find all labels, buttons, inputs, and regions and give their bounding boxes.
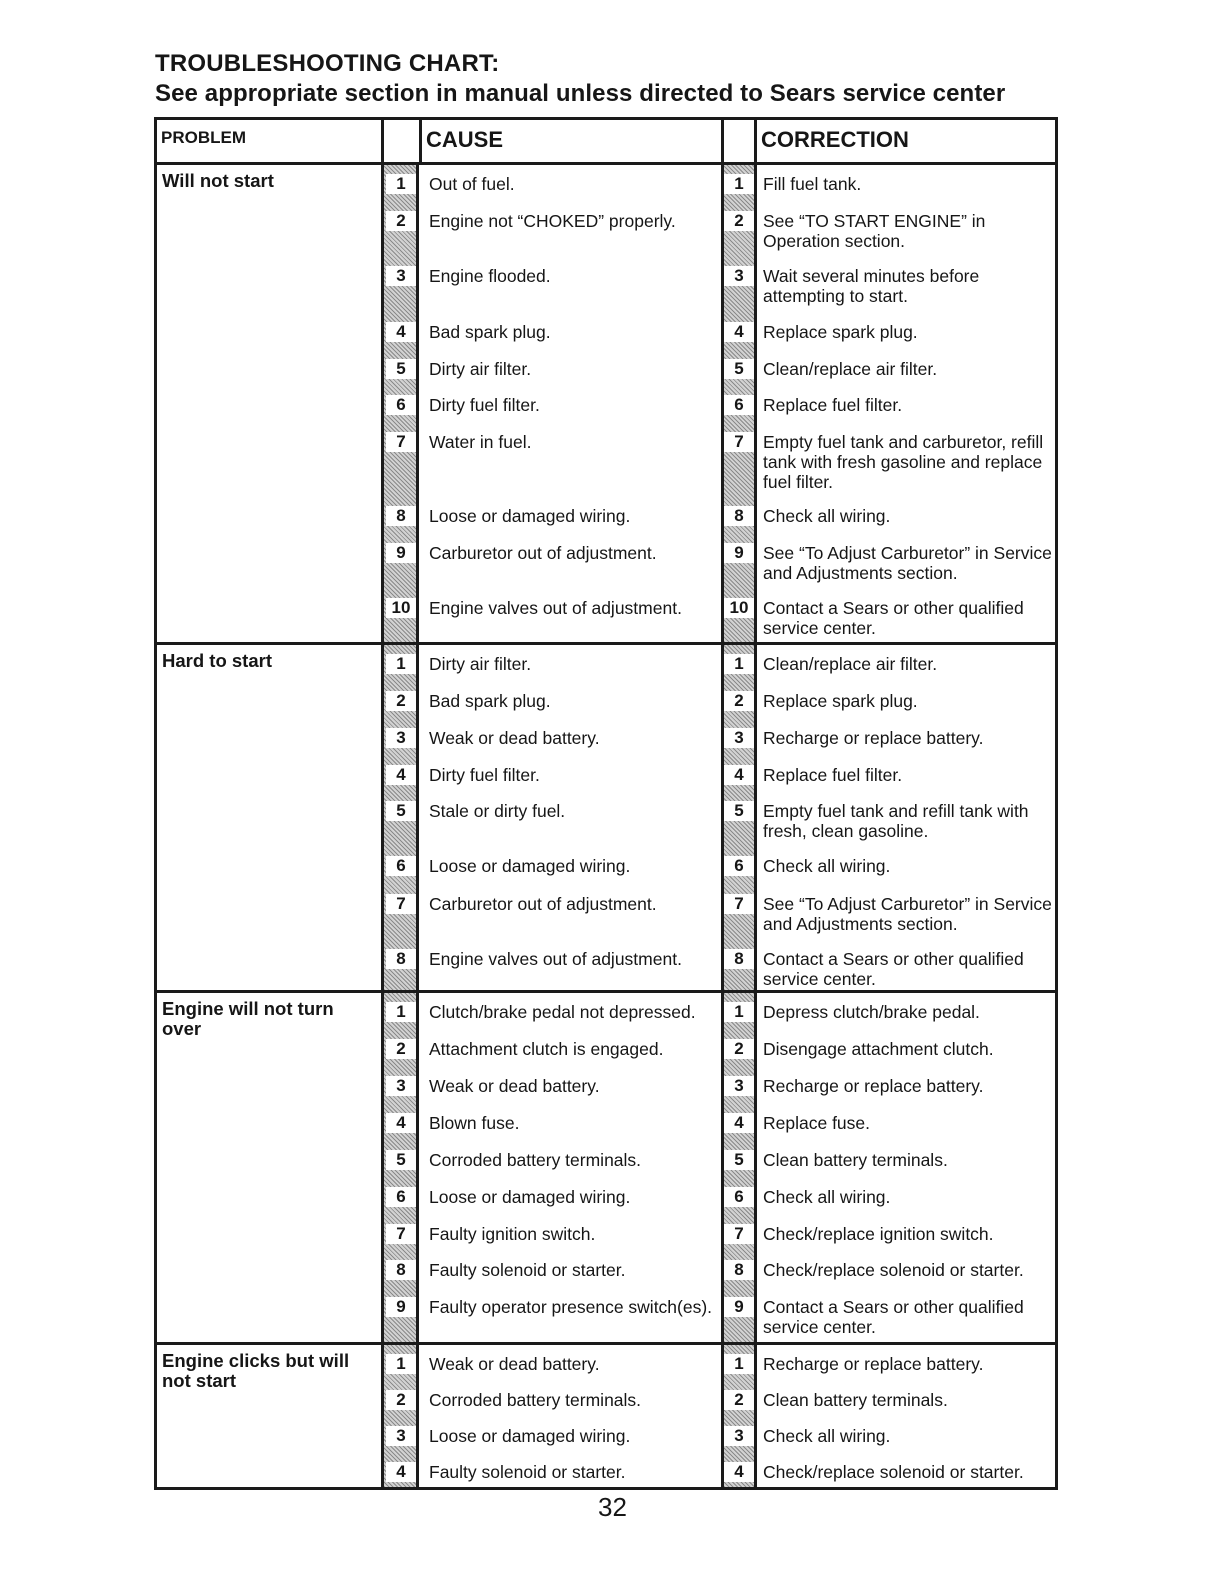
cause-number: 1: [386, 174, 416, 194]
correction-text: Recharge or replace battery.: [763, 728, 984, 748]
cause-text: Carburetor out of adjustment.: [429, 894, 657, 914]
cause-number: 3: [386, 1076, 416, 1096]
correction-number: 3: [724, 1076, 754, 1096]
header-number-gap: [381, 120, 422, 162]
cause-text: Water in fuel.: [429, 432, 532, 452]
problem-section: [157, 642, 1055, 990]
correction-text: Replace fuel filter.: [763, 395, 903, 415]
correction-number: 4: [724, 1113, 754, 1133]
correction-number: 1: [724, 654, 754, 674]
correction-text: Check all wiring.: [763, 1187, 891, 1207]
cause-number: 6: [386, 856, 416, 876]
correction-number: 2: [724, 1039, 754, 1059]
correction-number: 8: [724, 949, 754, 969]
correction-text: Check all wiring.: [763, 856, 891, 876]
correction-text: Recharge or replace battery.: [763, 1076, 984, 1096]
cause-text: Loose or damaged wiring.: [429, 506, 631, 526]
cause-number: 2: [386, 1039, 416, 1059]
correction-number: 3: [724, 1426, 754, 1446]
cause-text: Bad spark plug.: [429, 691, 551, 711]
correction-text: Recharge or replace battery.: [763, 1354, 984, 1374]
problem-cell: [157, 645, 384, 990]
correction-text: Clean/replace air filter.: [763, 654, 938, 674]
cause-text: Bad spark plug.: [429, 322, 551, 342]
cause-number: 4: [386, 1113, 416, 1133]
cause-text: Engine valves out of adjustment.: [429, 598, 682, 618]
cause-text: Weak or dead battery.: [429, 1354, 600, 1374]
problem-cell: [157, 1345, 384, 1487]
correction-number: 4: [724, 765, 754, 785]
troubleshooting-table: [154, 117, 1058, 1490]
correction-text: Wait several minutes before attempting to start.: [763, 266, 980, 306]
cause-number: 2: [386, 691, 416, 711]
correction-number: 6: [724, 395, 754, 415]
cause-text: Loose or damaged wiring.: [429, 1426, 631, 1446]
correction-number: 9: [724, 1297, 754, 1317]
correction-text: Clean battery terminals.: [763, 1390, 948, 1410]
cause-text: Dirty air filter.: [429, 359, 532, 379]
chart-title: TROUBLESHOOTING CHART:: [155, 50, 500, 77]
cause-text: Engine flooded.: [429, 266, 551, 286]
correction-text: Contact a Sears or other qualified service center.: [763, 949, 1024, 989]
cause-number: 3: [386, 728, 416, 748]
cause-number: 4: [386, 322, 416, 342]
cause-number: 5: [386, 801, 416, 821]
correction-number: 2: [724, 1390, 754, 1410]
cause-text: Corroded battery terminals.: [429, 1150, 642, 1170]
cause-number: 4: [386, 765, 416, 785]
correction-number: 9: [724, 543, 754, 563]
cause-number: 5: [386, 359, 416, 379]
correction-number: 4: [724, 1462, 754, 1482]
correction-text: Depress clutch/brake pedal.: [763, 1002, 980, 1022]
cause-text: Faulty solenoid or starter.: [429, 1462, 626, 1482]
cause-number: 9: [386, 1297, 416, 1317]
cause-text: Loose or damaged wiring.: [429, 1187, 631, 1207]
cause-text: Clutch/brake pedal not depressed.: [429, 1002, 696, 1022]
problem-section: [157, 990, 1055, 1342]
cause-number: 4: [386, 1462, 416, 1482]
cause-number: 7: [386, 894, 416, 914]
correction-number: 10: [724, 598, 754, 618]
correction-number: 8: [724, 1260, 754, 1280]
problem-label: Hard to start: [162, 650, 272, 671]
correction-text: Check all wiring.: [763, 506, 891, 526]
correction-text: Replace spark plug.: [763, 691, 918, 711]
correction-text: Check/replace solenoid or starter.: [763, 1462, 1024, 1482]
cause-number: 9: [386, 543, 416, 563]
correction-number: 1: [724, 174, 754, 194]
correction-number: 6: [724, 1187, 754, 1207]
page-number: 32: [598, 1492, 627, 1522]
correction-number: 1: [724, 1002, 754, 1022]
cause-text: Dirty fuel filter.: [429, 765, 540, 785]
cause-number: 8: [386, 949, 416, 969]
cause-number: 8: [386, 506, 416, 526]
cause-text: Faulty ignition switch.: [429, 1224, 596, 1244]
cause-number: 3: [386, 266, 416, 286]
correction-text: Contact a Sears or other qualified service center.: [763, 598, 1024, 638]
correction-text: Check/replace solenoid or starter.: [763, 1260, 1024, 1280]
correction-text: Empty fuel tank and carburetor, refill tank with fresh gasoline and replace fuel filter.: [763, 432, 1044, 492]
cause-text: Faulty solenoid or starter.: [429, 1260, 626, 1280]
problem-cell: [157, 165, 384, 642]
cause-text: Corroded battery terminals.: [429, 1390, 642, 1410]
cause-text: Dirty air filter.: [429, 654, 532, 674]
problem-cell: [157, 993, 384, 1342]
correction-number: 6: [724, 856, 754, 876]
correction-text: See “To Adjust Carburetor” in Service and Adjustments section.: [763, 543, 1052, 583]
cause-number: 2: [386, 211, 416, 231]
cause-number: 2: [386, 1390, 416, 1410]
cause-number: 3: [386, 1426, 416, 1446]
problem-label: Engine clicks but will not start: [162, 1350, 350, 1391]
correction-number: 7: [724, 894, 754, 914]
chart-subtitle: See appropriate section in manual unless directed to Sears service center: [155, 80, 1006, 107]
cause-number: 1: [386, 1002, 416, 1022]
correction-text: Clean battery terminals.: [763, 1150, 948, 1170]
correction-text: Replace spark plug.: [763, 322, 918, 342]
correction-number: 1: [724, 1354, 754, 1374]
cause-text: Dirty fuel filter.: [429, 395, 540, 415]
header-correction: CORRECTION: [757, 120, 1055, 162]
cause-text: Out of fuel.: [429, 174, 515, 194]
correction-text: Empty fuel tank and refill tank with fresh, clean gasoline.: [763, 801, 1029, 841]
cause-text: Faulty operator presence switch(es).: [429, 1297, 713, 1317]
correction-text: Replace fuel filter.: [763, 765, 903, 785]
correction-number: 5: [724, 801, 754, 821]
correction-text: Check/replace ignition switch.: [763, 1224, 994, 1244]
correction-number: 3: [724, 728, 754, 748]
cause-number: 1: [386, 1354, 416, 1374]
cause-text: Engine valves out of adjustment.: [429, 949, 682, 969]
correction-number: 7: [724, 1224, 754, 1244]
cause-text: Loose or damaged wiring.: [429, 856, 631, 876]
correction-number: 5: [724, 1150, 754, 1170]
cause-number: 6: [386, 1187, 416, 1207]
correction-number: 4: [724, 322, 754, 342]
correction-number: 2: [724, 691, 754, 711]
cause-text: Attachment clutch is engaged.: [429, 1039, 664, 1059]
cause-text: Weak or dead battery.: [429, 728, 600, 748]
cause-text: Blown fuse.: [429, 1113, 520, 1133]
correction-text: Clean/replace air filter.: [763, 359, 938, 379]
cause-number: 1: [386, 654, 416, 674]
cause-number: 7: [386, 1224, 416, 1244]
cause-number: 6: [386, 395, 416, 415]
header-cause: CAUSE: [422, 120, 721, 162]
cause-number: 10: [386, 598, 416, 618]
cause-text: Carburetor out of adjustment.: [429, 543, 657, 563]
header-number-gap: [721, 120, 757, 162]
correction-number: 7: [724, 432, 754, 452]
table-header: [157, 120, 1055, 162]
cause-number: 8: [386, 1260, 416, 1280]
cause-text: Weak or dead battery.: [429, 1076, 600, 1096]
cause-text: Engine not “CHOKED” properly.: [429, 211, 676, 231]
correction-number: 3: [724, 266, 754, 286]
correction-number: 5: [724, 359, 754, 379]
correction-text: Check all wiring.: [763, 1426, 891, 1446]
correction-number: 8: [724, 506, 754, 526]
correction-text: Replace fuse.: [763, 1113, 871, 1133]
correction-number: 2: [724, 211, 754, 231]
problem-label: Will not start: [162, 170, 274, 191]
cause-number: 5: [386, 1150, 416, 1170]
correction-text: Disengage attachment clutch.: [763, 1039, 994, 1059]
correction-text: See “TO START ENGINE” in Operation section.: [763, 211, 986, 251]
correction-text: Fill fuel tank.: [763, 174, 862, 194]
cause-number: 7: [386, 432, 416, 452]
cause-text: Stale or dirty fuel.: [429, 801, 566, 821]
correction-text: See “To Adjust Carburetor” in Service and Adjustments section.: [763, 894, 1052, 934]
header-problem: PROBLEM: [157, 120, 381, 162]
problem-section: [157, 162, 1055, 642]
correction-text: Contact a Sears or other qualified service center.: [763, 1297, 1024, 1337]
problem-label: Engine will not turn over: [162, 998, 334, 1039]
problem-section: [157, 1342, 1055, 1487]
